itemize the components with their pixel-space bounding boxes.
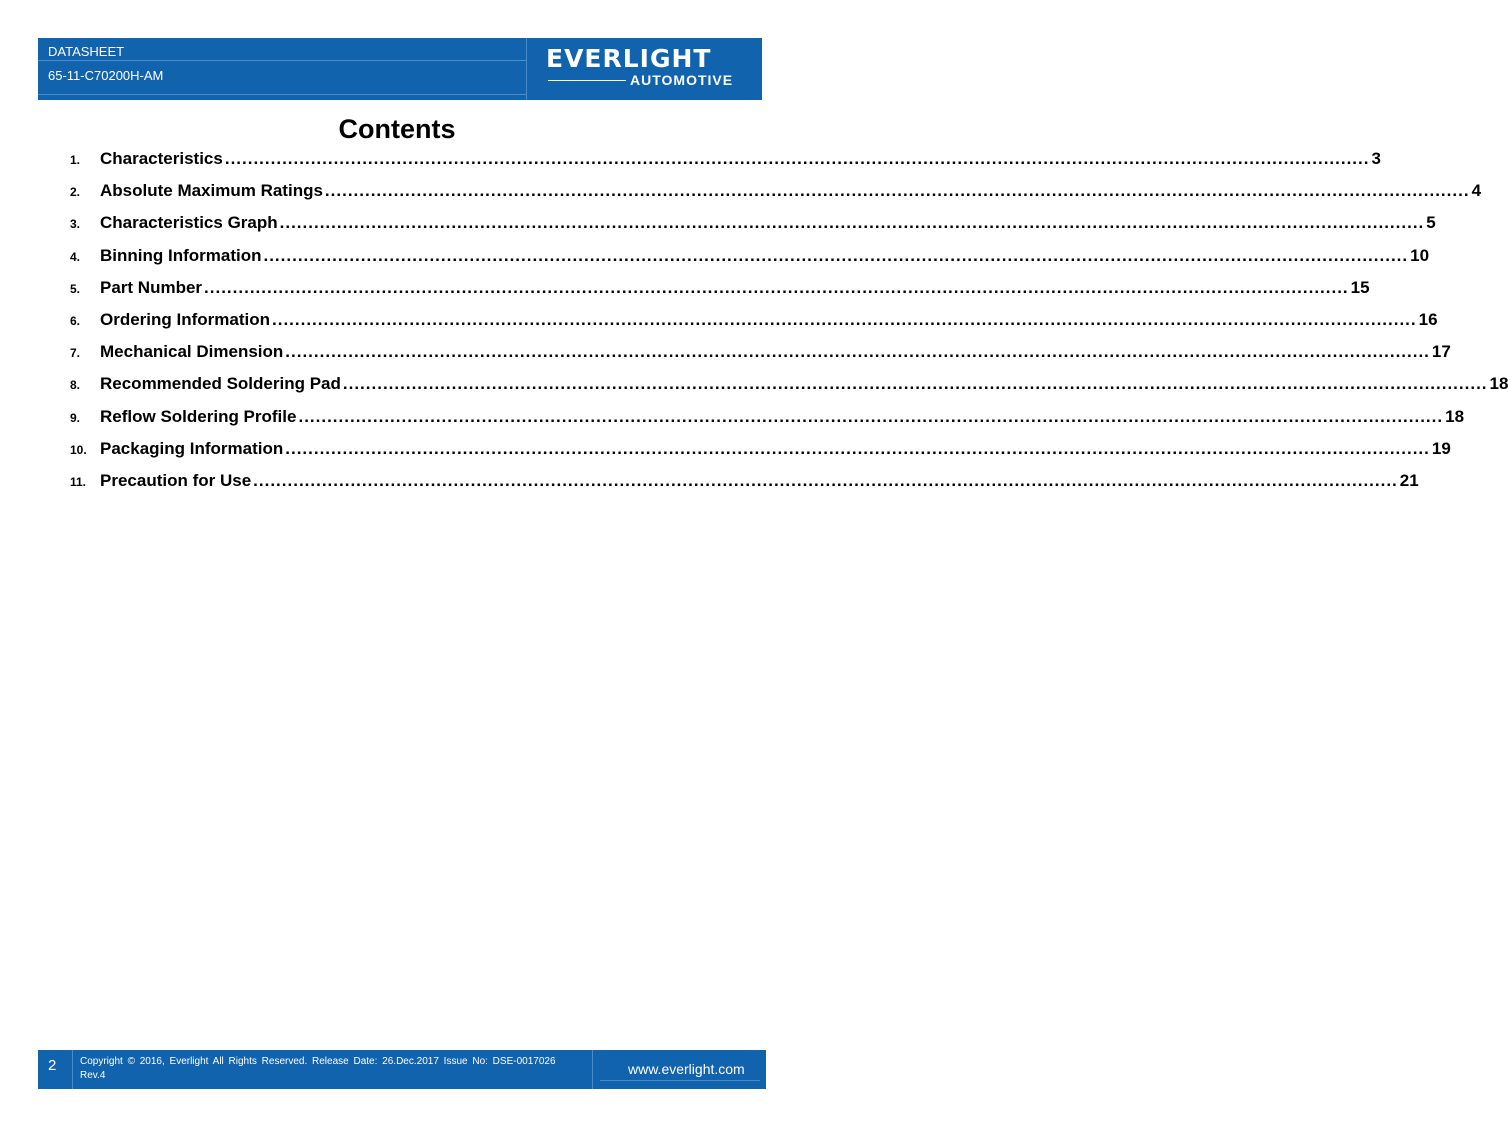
toc-entry[interactable]	[70, 275, 1370, 307]
toc-number: 10.	[70, 442, 87, 457]
toc-page-number: 16	[1418, 309, 1438, 329]
toc-leader-dots: ........................................................................................................................................................................................................	[324, 181, 1470, 201]
toc-leader-dots: ........................................................................................................................................................................................................	[204, 277, 1349, 297]
toc-entry[interactable]	[70, 371, 1508, 403]
toc-page-number: 18	[1445, 406, 1465, 426]
toc-page-number: 15	[1350, 277, 1370, 297]
header-separator	[526, 38, 527, 100]
toc-leader-dots: ........................................................................................................................................................................................................	[285, 342, 1430, 362]
brand-name: EVERLIGHT	[546, 44, 712, 73]
page-title: Contents	[338, 114, 456, 144]
revision-text: Rev.4	[80, 1070, 106, 1081]
toc-page-number: 5	[1426, 213, 1436, 233]
toc-number: 3.	[70, 217, 81, 232]
header-divider-bottom	[38, 94, 526, 95]
toc-leader-dots: ........................................................................................................................................................................................................	[253, 470, 1398, 490]
page-number: 2	[48, 1057, 57, 1074]
document-code: 65-11-C70200H-AM	[48, 68, 164, 83]
toc-label[interactable]: Reflow Soldering Profile	[100, 406, 297, 426]
toc-number: 1.	[70, 153, 81, 167]
toc-number: 2.	[70, 185, 81, 200]
toc-leader-dots: ........................................................................................................................................................................................................	[298, 406, 1444, 426]
toc-label[interactable]: Recommended Soldering Pad	[100, 374, 341, 394]
toc-label[interactable]: Part Number	[100, 277, 203, 297]
toc-label[interactable]: Binning Information	[100, 245, 262, 265]
toc-number: 6.	[70, 313, 81, 328]
toc-entry[interactable]	[70, 307, 1438, 339]
toc-entry[interactable]	[70, 178, 1482, 210]
toc-number: 4.	[70, 249, 81, 264]
header-info-box	[38, 38, 526, 100]
toc-leader-dots: ........................................................................................................................................................................................................	[285, 438, 1430, 458]
footer-separator-right	[592, 1050, 593, 1089]
toc-entry[interactable]	[70, 404, 1465, 436]
toc-page-number: 19	[1431, 438, 1451, 458]
toc-entry[interactable]	[70, 210, 1436, 242]
toc-number: 11.	[70, 474, 87, 489]
toc-entry[interactable]	[70, 146, 1381, 178]
toc-page-number: 18	[1489, 374, 1508, 394]
logo-line	[548, 80, 626, 81]
toc-label[interactable]: Mechanical Dimension	[100, 342, 284, 362]
toc-page-number: 21	[1399, 470, 1419, 490]
document-type: DATASHEET	[48, 44, 125, 59]
toc-number: 7.	[70, 346, 81, 361]
everlight-logo	[538, 38, 762, 100]
toc-label[interactable]: Precaution for Use	[100, 470, 252, 490]
toc-leader-dots: ........................................................................................................................................................................................................	[263, 245, 1409, 265]
toc-entry[interactable]	[70, 436, 1451, 468]
toc-page-number: 10	[1410, 245, 1430, 265]
table-of-contents	[70, 146, 1508, 500]
toc-page-number: 17	[1431, 342, 1451, 362]
toc-page-number: 3	[1371, 149, 1381, 168]
toc-leader-dots: ........................................................................................................................................................................................................	[272, 309, 1417, 329]
toc-number: 9.	[70, 410, 81, 425]
toc-entry[interactable]	[70, 468, 1419, 500]
copyright-text: Copyright © 2016, Everlight All Rights Reserved. Release Date: 26.Dec.2017 Issue No: DSE-0017026	[80, 1056, 556, 1067]
page-header	[38, 38, 762, 100]
toc-number: 5.	[70, 281, 81, 296]
toc-entry[interactable]	[70, 243, 1430, 275]
toc-leader-dots: ........................................................................................................................................................................................................	[342, 374, 1488, 394]
toc-number: 8.	[70, 378, 81, 393]
header-divider-top	[38, 60, 526, 61]
toc-label[interactable]: Ordering Information	[100, 309, 270, 329]
toc-leader-dots: ........................................................................................................................................................................................................	[224, 149, 1370, 168]
toc-label[interactable]: Absolute Maximum Ratings	[100, 181, 323, 201]
page-footer	[38, 1050, 766, 1089]
website-link[interactable]: www.everlight.com	[628, 1061, 745, 1077]
brand-division: AUTOMOTIVE	[630, 72, 734, 88]
footer-separator-left	[72, 1050, 73, 1089]
website-underline	[600, 1080, 760, 1081]
toc-label[interactable]: Characteristics Graph	[100, 213, 278, 233]
toc-page-number: 4	[1471, 181, 1482, 201]
toc-entry[interactable]	[70, 339, 1451, 371]
toc-label[interactable]: Characteristics	[100, 149, 223, 168]
toc-leader-dots: ........................................................................................................................................................................................................	[279, 213, 1425, 233]
toc-label[interactable]: Packaging Information	[100, 438, 284, 458]
